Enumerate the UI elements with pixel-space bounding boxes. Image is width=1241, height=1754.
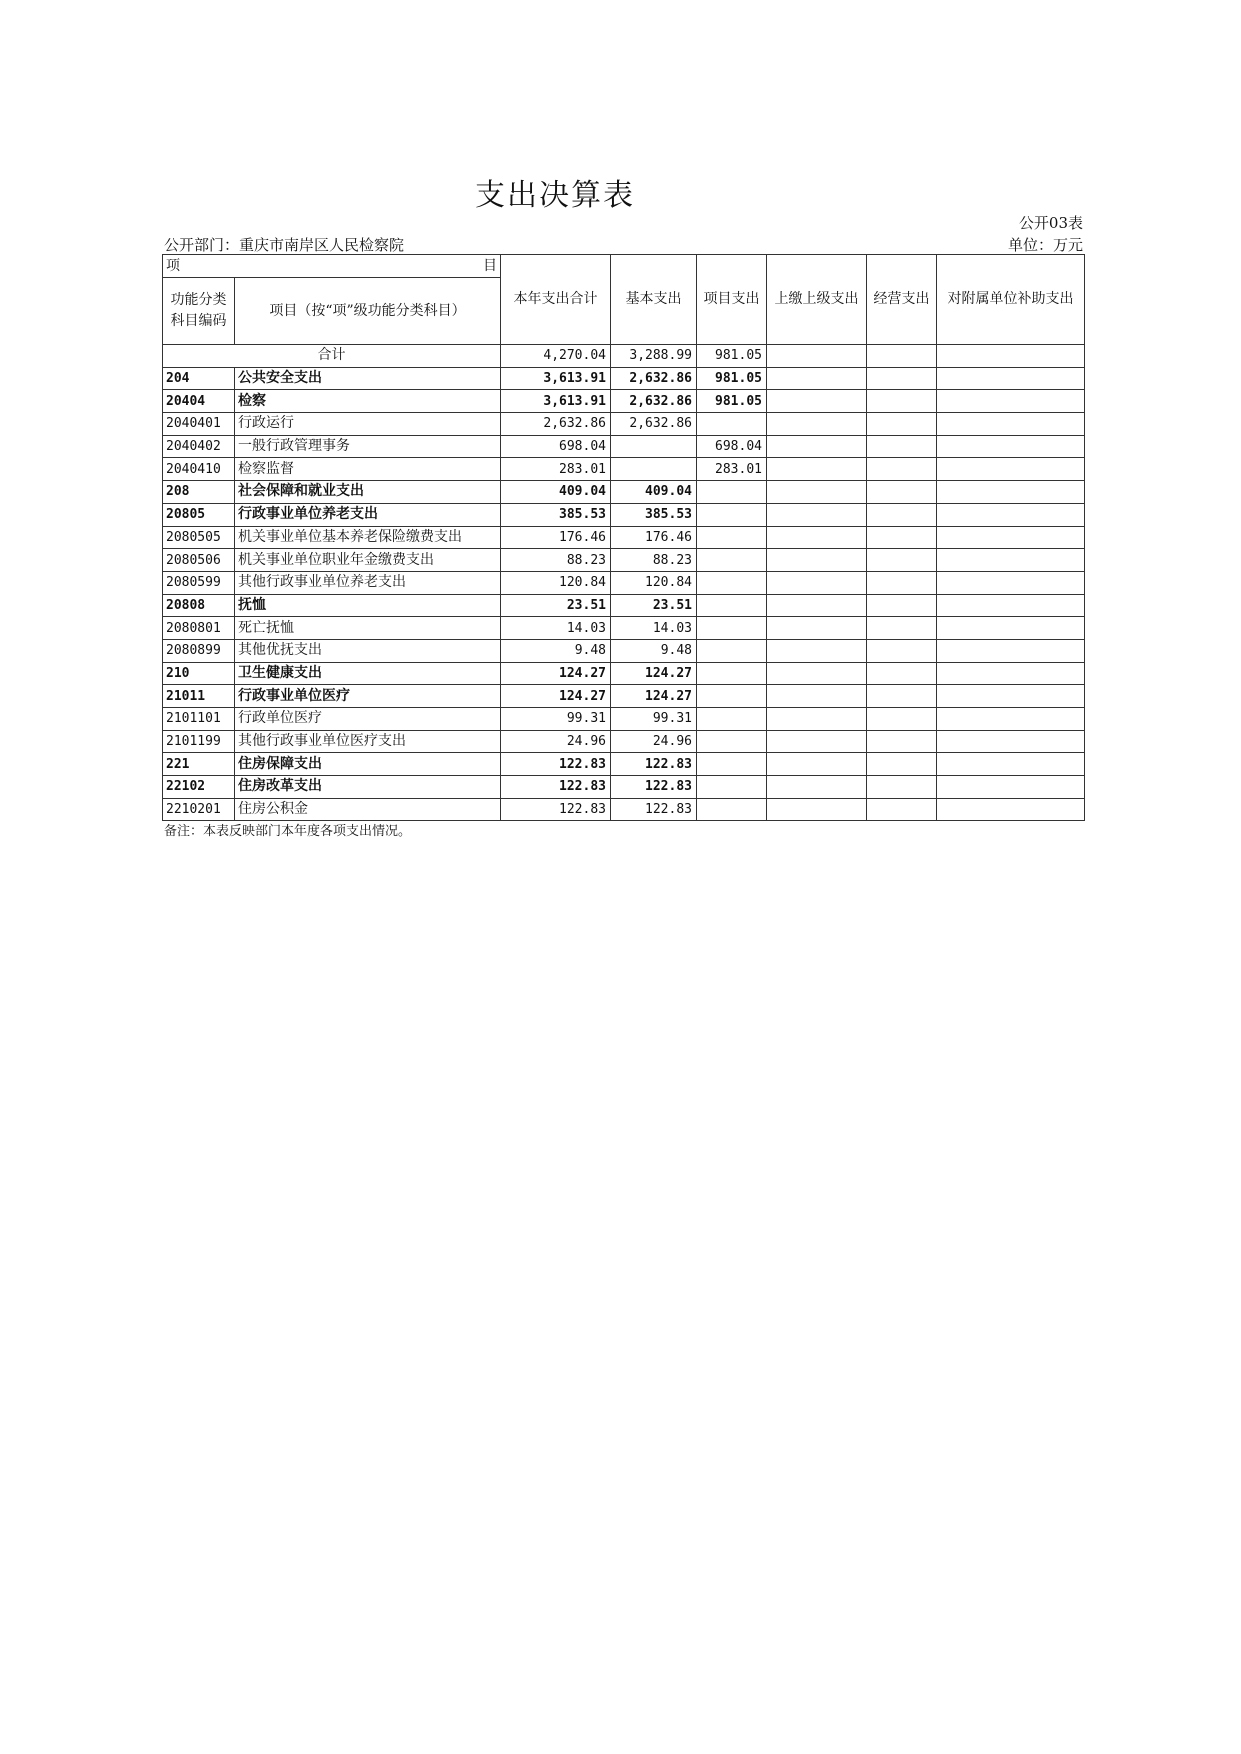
row-value [767,435,867,458]
row-value [697,798,767,821]
row-value: 23.51 [611,594,697,617]
row-value [767,685,867,708]
row-value [867,571,937,594]
row-value [767,458,867,481]
row-name: 住房保障支出 [235,753,501,776]
row-value [611,435,697,458]
row-value: 3,613.91 [501,390,611,413]
total-value: 981.05 [697,345,767,368]
row-value [767,708,867,731]
row-value: 122.83 [611,776,697,799]
row-value [867,662,937,685]
table-row [163,753,1085,776]
row-value [937,458,1085,481]
row-value [767,503,867,526]
table-row [163,617,1085,640]
row-value [867,549,937,572]
row-value [767,526,867,549]
row-name: 卫生健康支出 [235,662,501,685]
row-code: 2040401 [163,413,235,436]
row-value [937,413,1085,436]
row-value: 409.04 [611,481,697,504]
row-code: 20404 [163,390,235,413]
item-left-label: 项 [166,257,180,274]
row-value: 2,632.86 [611,367,697,390]
row-value [767,549,867,572]
row-code: 208 [163,481,235,504]
row-value [767,617,867,640]
row-value [937,390,1085,413]
row-value: 283.01 [697,458,767,481]
expenditure-table [162,254,1085,821]
row-value: 88.23 [501,549,611,572]
row-name: 住房公积金 [235,798,501,821]
row-code: 2040402 [163,435,235,458]
row-value [697,594,767,617]
table-row [163,503,1085,526]
row-name: 检察 [235,390,501,413]
row-name: 其他行政事业单位养老支出 [235,571,501,594]
table-row [163,526,1085,549]
row-value [867,503,937,526]
row-value: 124.27 [611,662,697,685]
row-value: 120.84 [611,571,697,594]
row-value [867,798,937,821]
table-row [163,662,1085,685]
row-value [697,662,767,685]
row-value [937,753,1085,776]
unit-label: 单位：万元 [1007,236,1083,254]
row-value [767,662,867,685]
row-value [767,639,867,662]
table-row [163,390,1085,413]
row-value [767,594,867,617]
row-code: 2210201 [163,798,235,821]
total-value [867,345,937,368]
row-value [867,526,937,549]
table-row [163,435,1085,458]
row-value: 981.05 [697,390,767,413]
total-value: 4,270.04 [501,345,611,368]
row-value [697,776,767,799]
row-value: 698.04 [501,435,611,458]
row-value: 23.51 [501,594,611,617]
row-value: 176.46 [611,526,697,549]
row-code: 2080801 [163,617,235,640]
table-row [163,685,1085,708]
row-value [937,730,1085,753]
row-value: 385.53 [501,503,611,526]
row-value [937,526,1085,549]
row-value [697,753,767,776]
row-value: 124.27 [501,685,611,708]
row-value [867,390,937,413]
header-col-total: 本年支出合计 [501,255,611,345]
row-code: 221 [163,753,235,776]
row-code: 2040410 [163,458,235,481]
row-value: 24.96 [501,730,611,753]
row-value [937,639,1085,662]
row-value [867,753,937,776]
row-code: 20805 [163,503,235,526]
row-value: 124.27 [611,685,697,708]
row-value: 9.48 [611,639,697,662]
header-col-remit: 上缴上级支出 [767,255,867,345]
row-value: 3,613.91 [501,367,611,390]
header-row-1 [163,255,1085,278]
row-value: 2,632.86 [611,413,697,436]
row-value: 122.83 [611,798,697,821]
row-name: 行政运行 [235,413,501,436]
item-right-label: 目 [483,257,497,274]
row-code: 20808 [163,594,235,617]
table-row [163,367,1085,390]
row-value [937,708,1085,731]
row-value [867,730,937,753]
table-row [163,798,1085,821]
row-name: 一般行政管理事务 [235,435,501,458]
row-value [767,481,867,504]
row-value [937,549,1085,572]
row-name: 行政单位医疗 [235,708,501,731]
row-value: 981.05 [697,367,767,390]
header-col-project: 项目支出 [697,255,767,345]
header-col-basic: 基本支出 [611,255,697,345]
row-value [767,798,867,821]
row-name: 抚恤 [235,594,501,617]
row-value [697,708,767,731]
table-row [163,594,1085,617]
row-value [937,571,1085,594]
row-value [867,594,937,617]
row-value [767,776,867,799]
row-value [697,639,767,662]
row-name: 机关事业单位基本养老保险缴费支出 [235,526,501,549]
row-value [697,571,767,594]
row-name: 行政事业单位医疗 [235,685,501,708]
row-value: 9.48 [501,639,611,662]
row-code: 210 [163,662,235,685]
header-code-col: 功能分类科目编码 [163,278,235,345]
row-code: 2080506 [163,549,235,572]
row-value: 124.27 [501,662,611,685]
row-value: 99.31 [501,708,611,731]
row-value [937,776,1085,799]
row-code: 21011 [163,685,235,708]
row-code: 2080599 [163,571,235,594]
row-value [867,776,937,799]
row-value: 176.46 [501,526,611,549]
row-code: 2080899 [163,639,235,662]
table-row [163,549,1085,572]
department-label: 公开部门：重庆市南岸区人民检察院 [164,236,405,254]
row-name: 行政事业单位养老支出 [235,503,501,526]
row-value [767,390,867,413]
page-title: 支出决算表 [475,178,635,213]
table-row [163,481,1085,504]
row-value [867,639,937,662]
row-value: 122.83 [501,776,611,799]
row-value: 120.84 [501,571,611,594]
row-value [697,413,767,436]
row-value [767,730,867,753]
row-value: 2,632.86 [501,413,611,436]
row-code: 204 [163,367,235,390]
table-row [163,776,1085,799]
table-row [163,639,1085,662]
row-name: 社会保障和就业支出 [235,481,501,504]
row-code: 2080505 [163,526,235,549]
row-value [867,685,937,708]
row-value [937,617,1085,640]
row-code: 2101101 [163,708,235,731]
row-value [937,435,1085,458]
row-value: 99.31 [611,708,697,731]
row-value: 122.83 [501,798,611,821]
row-name: 机关事业单位职业年金缴费支出 [235,549,501,572]
row-value [867,617,937,640]
row-name: 死亡抚恤 [235,617,501,640]
row-value: 283.01 [501,458,611,481]
table-row [163,730,1085,753]
row-value: 88.23 [611,549,697,572]
row-name: 公共安全支出 [235,367,501,390]
row-value [937,594,1085,617]
row-value [937,662,1085,685]
row-name: 其他行政事业单位医疗支出 [235,730,501,753]
row-value: 24.96 [611,730,697,753]
row-name: 住房改革支出 [235,776,501,799]
row-value [867,435,937,458]
table-row [163,571,1085,594]
header-col-operating: 经营支出 [867,255,937,345]
row-value [697,549,767,572]
row-value: 385.53 [611,503,697,526]
row-value [937,685,1085,708]
row-code: 22102 [163,776,235,799]
row-name: 其他优抚支出 [235,639,501,662]
form-number: 公开03表 [1018,214,1083,232]
row-value [867,458,937,481]
row-value [937,367,1085,390]
table-row [163,458,1085,481]
footnote: 备注：本表反映部门本年度各项支出情况。 [164,824,412,839]
row-value [767,571,867,594]
row-code: 2101199 [163,730,235,753]
total-value [937,345,1085,368]
row-value [767,753,867,776]
row-value [937,503,1085,526]
total-value [767,345,867,368]
row-value: 14.03 [611,617,697,640]
table-row [163,708,1085,731]
row-value [697,526,767,549]
row-value [867,367,937,390]
row-value [697,617,767,640]
row-value: 14.03 [501,617,611,640]
total-label: 合计 [163,345,501,368]
header-name-col: 项目（按“项”级功能分类科目） [235,278,501,345]
total-row [163,345,1085,368]
row-value [697,685,767,708]
row-value: 409.04 [501,481,611,504]
row-value [937,481,1085,504]
row-value [937,798,1085,821]
row-value [867,481,937,504]
table-body [163,255,1085,821]
table-row [163,413,1085,436]
row-value: 122.83 [501,753,611,776]
row-name: 检察监督 [235,458,501,481]
row-value: 2,632.86 [611,390,697,413]
row-value [767,367,867,390]
item-header-cell [163,255,501,278]
header-col-subsidy: 对附属单位补助支出 [937,255,1085,345]
row-value [697,481,767,504]
row-value [867,708,937,731]
row-value [767,413,867,436]
row-value [697,503,767,526]
row-value: 698.04 [697,435,767,458]
row-value [697,730,767,753]
row-value [611,458,697,481]
row-value [867,413,937,436]
row-value: 122.83 [611,753,697,776]
total-value: 3,288.99 [611,345,697,368]
